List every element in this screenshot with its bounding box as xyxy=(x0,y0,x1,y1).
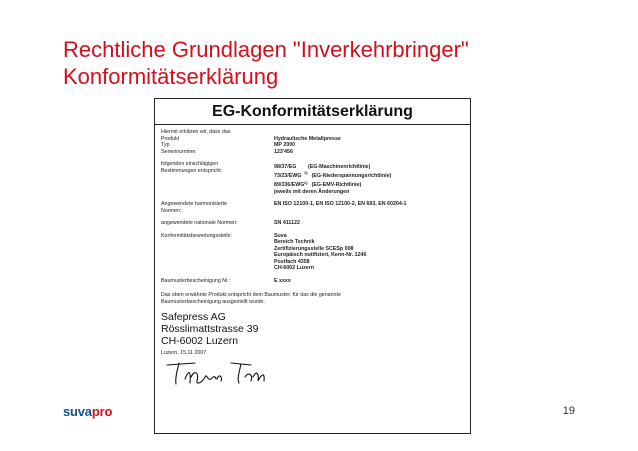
assessment-label: Konformitätsbewertungsstelle: xyxy=(161,232,232,239)
regulations-label xyxy=(161,161,274,195)
serial-label: Seriennummer xyxy=(161,148,196,155)
type-label: Typ xyxy=(161,142,170,148)
serial-value: 123'456 xyxy=(274,148,293,155)
document-heading: EG-Konformitätserklärung xyxy=(155,99,470,125)
type-value: MP 2000 xyxy=(274,142,296,148)
national-value: SN 411122 xyxy=(274,220,300,227)
serial-row xyxy=(161,149,470,156)
harmonised-value: EN ISO 12100-1, EN ISO 12100-2, EN 693, EN 60204-1 xyxy=(274,201,407,208)
directives-note: jeweils mit deren Änderungen xyxy=(274,188,350,195)
regulations-row xyxy=(161,161,470,195)
document-body xyxy=(155,125,470,387)
suvapro-logo: suvapro xyxy=(63,404,113,419)
directive-item: 98/37/EG (EG-Maschinenrichtlinie) xyxy=(274,163,371,170)
regulations-label-line-2: Bestimmungen entspricht: xyxy=(161,167,223,174)
signature-image xyxy=(161,357,271,387)
national-label: angewendete nationale Normen: xyxy=(161,220,238,227)
page-number: 19 xyxy=(562,405,575,417)
harmonised-row xyxy=(161,201,470,214)
certificate-row xyxy=(161,278,470,285)
directive-item: 73/23/EWG$^{1)}$(EG-Niederspannungsrichtlinie) xyxy=(274,170,392,180)
harmonised-label: Angewendete harmonisierte Normen: xyxy=(161,201,227,214)
sender-line: Rösslimattstrasse 39 xyxy=(161,323,259,336)
slide-title-line-1: Rechtliche Grundlagen "Inverkehrbringer" xyxy=(63,37,469,62)
directives-list xyxy=(274,161,470,195)
regulations-label-line-1: folgenden einschlägigen xyxy=(161,161,219,167)
declaration-document xyxy=(154,98,471,434)
sender-line: CH-6002 Luzern xyxy=(161,335,239,348)
product-label: Produkt xyxy=(161,135,180,142)
signature-date: Luzern, 15.11.2007 xyxy=(161,350,207,357)
slide-title-line-2: Konformitätserklärung xyxy=(63,64,279,89)
assessment-address: Suva Bereich Technik Zertifizierungsstelle SCESp 008 Europäisch notifiziert, Kenn-Nr. 1246 Postfach 4358 CH-6002 Luzern xyxy=(274,232,367,272)
sender-address xyxy=(161,311,470,347)
product-value: Hydraulische Metallpresse xyxy=(274,135,341,142)
national-row xyxy=(161,220,470,227)
directive-item: 89/336/EWG$^{2)}$(EG-EMV-Richtlinie) xyxy=(274,179,362,189)
sender-line: Safepress AG xyxy=(161,311,226,324)
certificate-label: Baumusterbescheinigung Nr.: xyxy=(161,277,231,284)
declaration-text: Das oben erwähnte Produkt entspricht dem Baumuster, für das die genannte Baumusterbescheinigung ausgestellt wurde. xyxy=(161,292,341,305)
slide-title xyxy=(63,36,623,90)
intro-text: Hiermit erklären wir, dass das xyxy=(161,129,231,135)
assessment-row xyxy=(161,233,470,272)
certificate-value: E xxxx xyxy=(274,277,291,284)
